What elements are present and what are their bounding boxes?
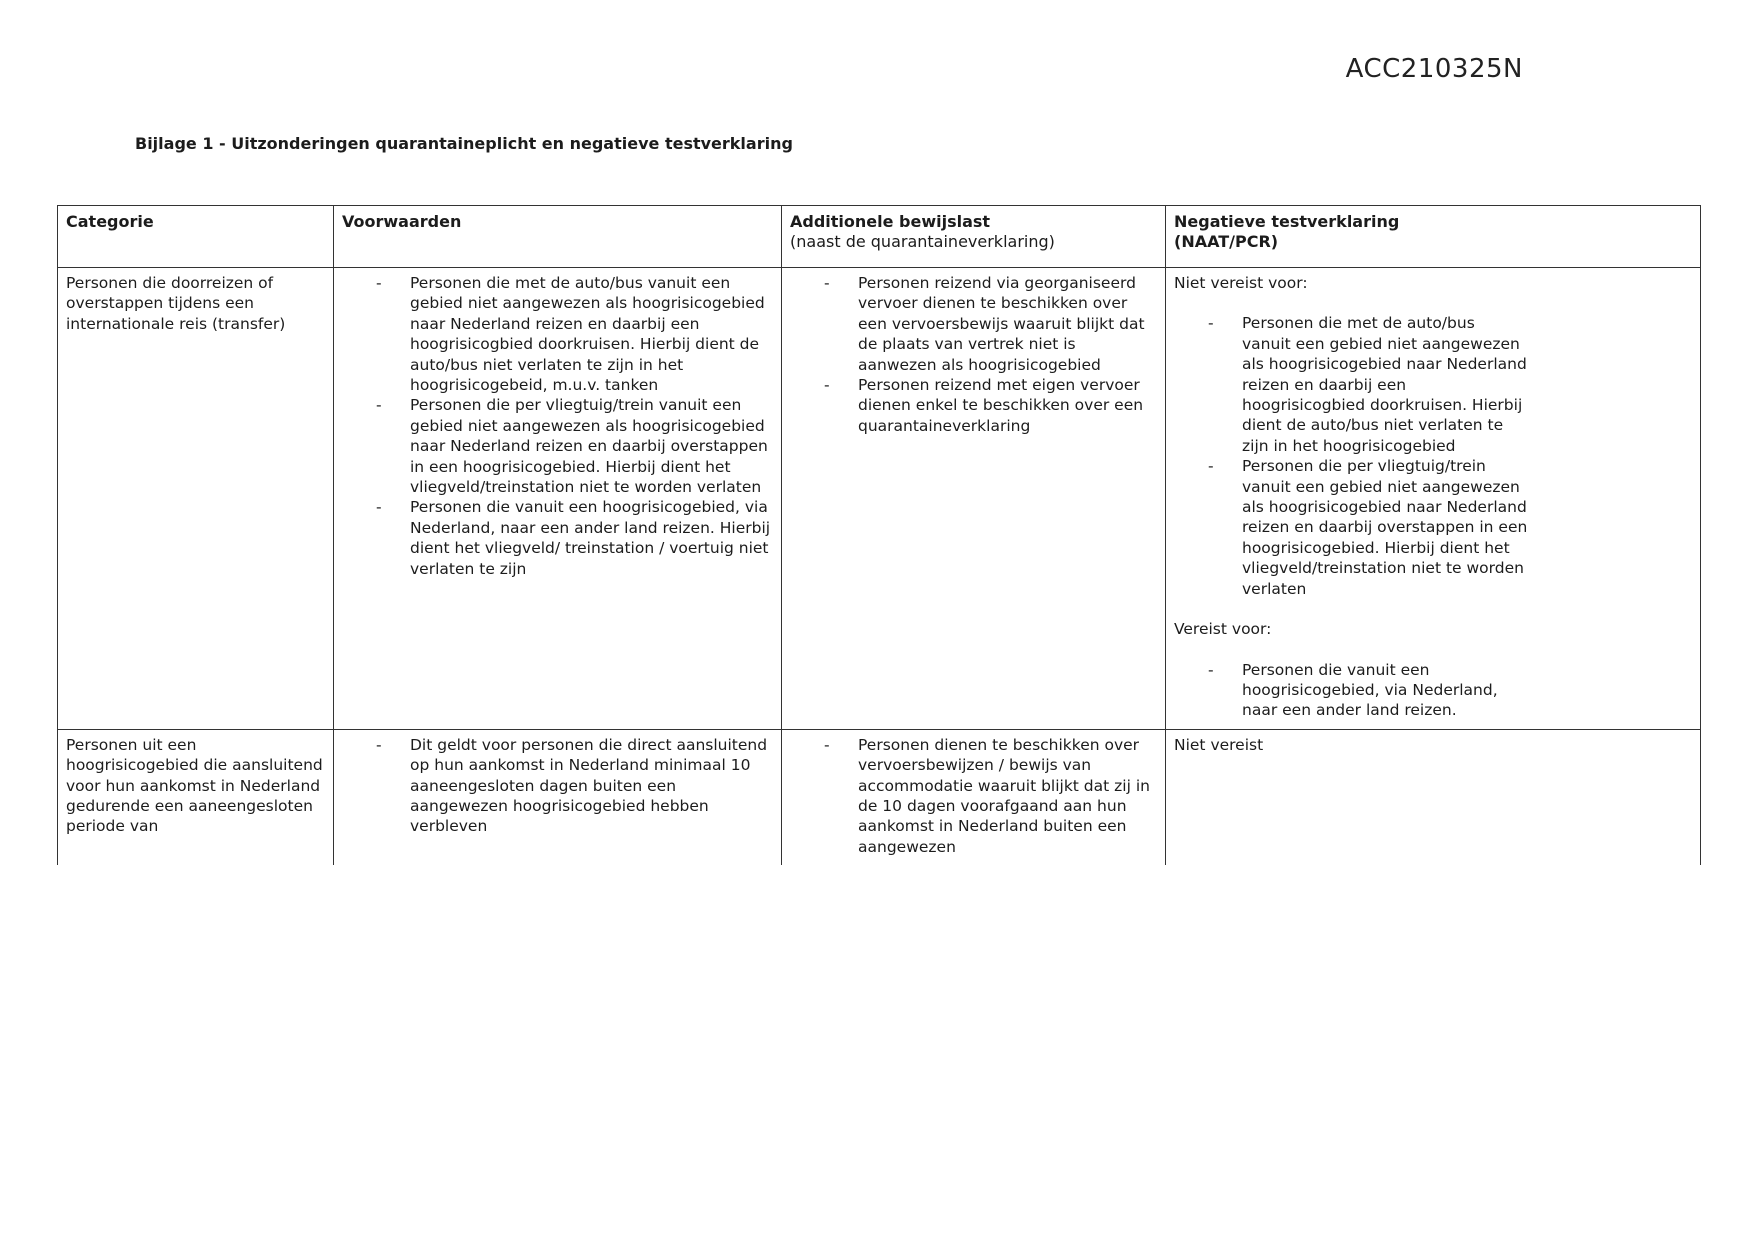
bullet-list [342, 273, 773, 579]
cell-additionele-bewijslast [782, 268, 1166, 730]
bullet-item: - Personen die met de auto/bus vanuit een gebied niet aangewezen als hoogrisicogebied naar Nederland reizen en daarbij een hoogrisicogbied doorkruisen. Hierbij dient de auto/bus niet verlaten te zijn in het hoogrisicogebied [1242, 313, 1528, 456]
table-header-row [58, 206, 1701, 268]
table-row [58, 268, 1701, 730]
exemptions-table [57, 205, 1701, 865]
cell-additionele-bewijslast [782, 729, 1166, 865]
bullet-item: - Personen die per vliegtuig/trein vanuit een gebied niet aangewezen als hoogrisicogebied naar Nederland reizen en daarbij overstappen in een hoogrisicogebied. Hierbij dient het vliegveld/treinstation niet te worden verlaten [410, 395, 773, 497]
cell-text: Personen uit een hoogrisicogebied die aansluitend voor hun aankomst in Nederland gedurende een aaneengesloten periode van [66, 735, 323, 836]
column-title: Categorie [66, 212, 154, 231]
column-subtitle: (naast de quarantaineverklaring) [790, 232, 1055, 252]
bullet-list [790, 273, 1157, 436]
bullet-list [342, 735, 773, 837]
cell-negatieve-testverklaring [1166, 268, 1701, 730]
table-body [58, 268, 1701, 866]
bullet-item: - Personen die met de auto/bus vanuit een gebied niet aangewezen als hoogrisicogebied naar Nederland reizen en daarbij een hoogrisicogbied doorkruisen. Hierbij dient de auto/bus niet verlaten te zijn in het hoogrisicogebeid, m.u.v. tanken [410, 273, 773, 395]
column-title: Additionele bewijslast [790, 212, 991, 231]
bullet-item: - Personen reizend met eigen vervoer dienen enkel te beschikken over een quarantaineverklaring [858, 375, 1154, 436]
bullet-list [1174, 313, 1692, 599]
page-title: Bijlage 1 - Uitzonderingen quarantaineplicht en negatieve testverklaring [135, 134, 793, 153]
bullet-list [790, 735, 1157, 857]
column-title: Negatieve testverklaring [1174, 212, 1400, 231]
column-header-voorwaarden [334, 206, 782, 268]
column-title: Voorwaarden [342, 212, 462, 231]
bullet-item: - Personen reizend via georganiseerd vervoer dienen te beschikken over een vervoersbewijs waaruit blijkt dat de plaats van vertrek niet is aanwezen als hoogrisicogebied [858, 273, 1154, 375]
column-header-negatieve-testverklaring [1166, 206, 1701, 268]
bullet-list [1174, 660, 1692, 721]
column-subtitle: (NAAT/PCR) [1174, 232, 1279, 252]
document-code: ACC210325N [1345, 54, 1523, 84]
cell-text: Vereist voor: [1174, 620, 1272, 639]
cell-categorie [58, 268, 334, 730]
bullet-item: - Personen die per vliegtuig/trein vanuit een gebied niet aangewezen als hoogrisicogebied naar Nederland reizen en daarbij overstappen in een hoogrisicogebied. Hierbij dient het vliegveld/treinstation niet te worden verlaten [1242, 456, 1528, 599]
cell-text: Personen die doorreizen of overstappen tijdens een internationale reis (transfer) [66, 274, 286, 333]
cell-negatieve-testverklaring [1166, 729, 1701, 865]
bullet-item: - Personen die vanuit een hoogrisicogebied, via Nederland, naar een ander land reizen. Hierbij dient het vliegveld/ treinstation / voertuig niet verlaten te zijn [410, 497, 773, 579]
cell-text: Niet vereist voor: [1174, 274, 1308, 292]
bullet-item: - Personen dienen te beschikken over vervoersbewijzen / bewijs van accommodatie waaruit blijkt dat zij in de 10 dagen voorafgaand aan hun aankomst in Nederland buiten een aangewezen [858, 735, 1154, 857]
bullet-item: - Personen die vanuit een hoogrisicogebied, via Nederland, naar een ander land reizen. [1242, 660, 1528, 721]
column-header-categorie [58, 206, 334, 268]
table-head [58, 206, 1701, 268]
table-row [58, 729, 1701, 865]
cell-voorwaarden [334, 268, 782, 730]
cell-voorwaarden [334, 729, 782, 865]
cell-text: Niet vereist [1174, 735, 1264, 754]
cell-categorie [58, 729, 334, 865]
column-header-additionele-bewijslast [782, 206, 1166, 268]
bullet-item: - Dit geldt voor personen die direct aansluitend op hun aankomst in Nederland minimaal 10 aaneengesloten dagen buiten een aangewezen hoogrisicogebied hebben verbleven [410, 735, 773, 837]
